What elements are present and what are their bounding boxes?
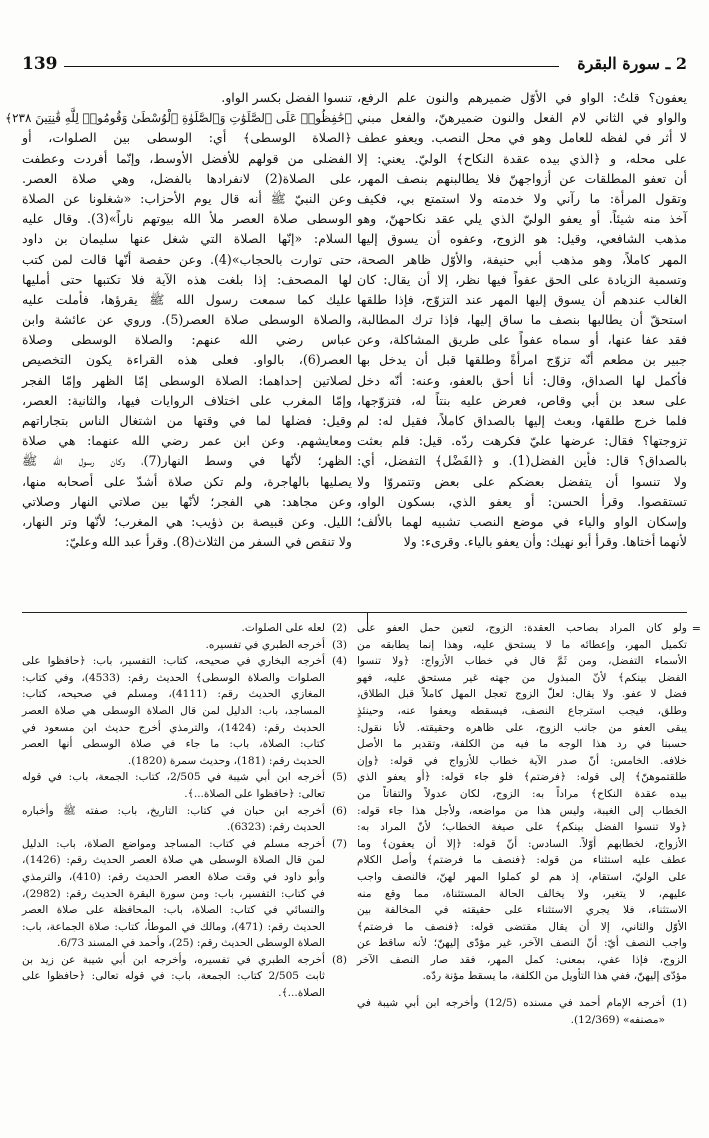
footnote-line: الزوج، فإذا عفي، بمعنى: كمل المهر، فقد صار النصف الآخر <box>357 953 687 966</box>
text-line: الوسطى صلاة العصر ملأ الله بيوتهم ناراً»(3). وقال عليه <box>22 211 353 227</box>
footnote-line: أخرجه مسلم في كتاب: المساجد ومواضع الصلاة، باب: الدليل <box>22 837 325 850</box>
footnote-line: أخرجه البخاري في صحيحه، كتاب: التفسير، باب: ﴿حافظوا على <box>22 655 325 668</box>
footnotes-left-column <box>22 620 347 1002</box>
text-line: فلما خرج طلقها، وبعث إليها بالصداق كاملاً، فقيل له: لم <box>357 413 687 428</box>
text-line: تنسوا الفضل بكسر الواو. <box>221 90 352 105</box>
footnote-line: «مصنفه» (12/369). <box>570 1013 665 1026</box>
footnote-line: وأبو داود في وقت صلاة العصر الحديث رقم: (410)، والترمذي <box>22 870 325 883</box>
footnote-line: الصلوات والصلاة الوسطى﴾ الحديث رقم: (4533)، وفي كتاب: <box>22 671 325 684</box>
text-line: جبير بن مطعم أنّه تزوّج امرأةً وطلقها قبل أن يدخل بها <box>357 352 687 368</box>
footnote-line: حسبنا في رد هذا الوجه ما فيه من الكلفة، وتقدير ما الأصل <box>357 738 687 751</box>
footnote-line: المغازي الحديث رقم: (4111)، ومسلم في صحيحه، كتاب: <box>22 688 325 701</box>
text-line: العصر(6)، بالواو. فعلى هذه القراءة يكون التخصيص <box>22 352 352 368</box>
text-line: والصلاة الوسطى صلاة العصر(5). وروي عن عائشة وابن <box>22 312 353 328</box>
text-line: استحقّ أن يطالبها بنصف ما ساق إليها، فإذا ترك المطالبة، <box>357 312 687 328</box>
text-line: وتقول المرأة: ما رآني ولا خدمته ولا استمتع بي، فكيف <box>357 190 687 206</box>
footnote-line: أخرجه ابن أبي شيبة في 2/505، كتاب: الجمعة، باب: في قوله <box>22 771 325 784</box>
footnote-line: الأزواج، لخطابهم أوّلاً. السادس: أنّ قوله: ﴿إلا أن يعفون﴾ وما <box>357 837 687 850</box>
footnote-line: أخرجه الطبري في تفسيره، وأخرجه ابن أبي شيبة عن زيد بن <box>22 953 325 966</box>
text-line: حتى توارت بالحجاب»(4). وعن حفصة أنّها قالت لمن كتب <box>22 251 352 267</box>
footnote-item <box>22 803 347 836</box>
footnote-line: بيده عقدة النكاح﴾ مراداً به: الزوج، لكان عدولاً والتفاتاً من <box>357 787 687 800</box>
text-line: والواو في الثاني لام الفعل والنون ضميرهنّ، والفعل مبني <box>357 110 687 126</box>
footnote-item <box>22 952 347 1002</box>
text-line: السلام: «إنّها الصلاة التي شغل عنها سليمان بن داود <box>22 231 352 247</box>
main-text-right-column <box>357 88 687 552</box>
text-line: فأكمل لها الصداق، وقال: أنا أحق بالعفو، وعنه: أنّه دخل <box>357 372 687 388</box>
page-header <box>22 54 687 78</box>
text-line: الغالب عندهم أن يسوق إليها المهر عند التزوّج، فإذا طلقها <box>357 291 687 307</box>
footnote-number: (4) <box>331 655 347 668</box>
text-line: بالصداق؟ قال: فأين الفضل(1). و ﴿الفَضْل﴾ التفضل، أي: <box>357 453 687 469</box>
text-line: لأنهما أختاها. وقرأ أبو نهيك: وأن يعفو بالياء. وقرىء: ولا <box>403 534 687 550</box>
footnote-number: (7) <box>331 837 347 850</box>
text-line: آخذ منه شيئاً. أو يعفو الوليّ الذي يلي عقد نكاحهنّ، وهو <box>357 211 687 227</box>
footnote-line: ولو كان المراد بصاحب العقدة: الزوج، لتعين حمل العفو على <box>357 622 687 634</box>
footnote-line: لمن قال الصلاة الوسطى هي صلاة العصر الحديث رقم: (1426)، <box>22 854 325 867</box>
text-line: أن تعفو المطلقات عن أزواجهنّ فلا يطالبنهم بنصف المهر، <box>357 170 687 186</box>
text-line: لا أثر في لفظه للعامل وهو في محل النصب. ويعفو عطف <box>357 130 687 146</box>
footnote-line: على الوليّ، استقام، إذ هم لو كملوا المهر لهنّ، فالنصف واجب <box>357 870 687 883</box>
text-line: على الصلاة(2) لانفرادها بالفضل، وهي صلاة العصر. <box>22 170 353 186</box>
text-line: المهر كاملاً، وهو مذهب أبي حنيفة، والأوّل ظاهر الصحة، <box>357 251 687 267</box>
text-line: وعن مجاهد: هي الفجر؛ لأنّها بين صلاتي النهار وصلاتي <box>22 493 352 509</box>
footnote-line: الاستثناء، فلا يجري الاستثناء على حقيقته في المخالفة بين <box>357 904 687 917</box>
footnote-line: عليهم، لا يتغير، ولا يخالف الحالة المستثناة، مما وقع منه <box>357 887 687 900</box>
text-line: الليل. وعن قبيصة بن ذؤيب: هي المغرب؛ لأنّها وتر النهار، <box>22 513 352 529</box>
footnote-item <box>22 637 347 654</box>
footnote-line: كتاب: الصلاة، باب: ما جاء في صلاة الوسطى أنها العصر <box>22 738 325 751</box>
footnote-item <box>22 769 347 802</box>
footnote-item <box>22 620 347 637</box>
footnote-number: (6) <box>331 804 347 817</box>
footnote-line: عطف عليه استثناء من قوله: ﴿فنصف ما فرضتم﴾ وأصل الكلام <box>357 854 687 867</box>
footnote-line: الأوّل والثاني، إلا أن يقال مقتضى قوله: ﴿فنصف ما فرضتم﴾ <box>357 920 687 933</box>
footnote-line: فضل لا عفو. ولا يقال: لعلّ الزوج تعجل المهل كاملاً قبل الطلاق، <box>357 688 687 701</box>
footnote-line: الحديث رقم: (1424)، والترمذي أخرج حديث ابن مسعود في <box>22 721 326 734</box>
footnote-line: والنسائي في كتاب: الصلاة، باب: المحافظة على صلاة العصر <box>22 904 325 917</box>
text-line: يعفون؟ قلتُ: الواو في الأوّل ضميرهم والنون علم الرفع، <box>357 90 687 105</box>
footnote-line: تكميل المهر، وإعطائه ما لا يستحق عليه، وهذا إنما يطابقه من <box>357 638 687 651</box>
text-line: وإمّا المغرب على اختلاف الروايات فيها، والثانية: العصر، <box>22 392 352 408</box>
footnote-number: (5) <box>331 771 347 784</box>
footnote-item <box>357 995 687 1028</box>
footnote-line: يبقى العفو من جانب الزوج، على ظاهره وحقيقته. لأنا نقول: <box>357 721 687 734</box>
text-line: ولا تنقص في السفر من الثلاث(8). وقرأ عبد الله وعليّ: <box>65 534 352 550</box>
header-rule <box>64 66 559 67</box>
footnote-line: تعالى: ﴿حافظوا على الصلاة...﴾. <box>184 787 325 800</box>
main-text-left-column <box>5 88 353 552</box>
footnotes-right-column <box>357 620 687 1028</box>
footnote-line: خلافه. الخامس: أنّ صدر الآية خطاب للأزواج في قوله: ﴿وإن <box>357 754 687 767</box>
footnote-line: الأسماء التفضل، ومن ثَمَّ قال في خطاب الأزواج: ﴿ولا تنسوا <box>357 655 687 668</box>
footnote-line: أخرجه الطبري في تفسيره. <box>205 638 325 651</box>
text-line: وعن النبيّ ﷺ أنه قال يوم الأحزاب: «شغلونا عن الصلاة <box>22 190 352 206</box>
footnote-line: الفضل بينكم﴾ لأنّ المبذول من جهته غير مستحق عليه، فهو <box>357 671 687 684</box>
footnote-number: (2) <box>331 622 347 634</box>
text-line: تزوجتها؟ فقال: عرضها عليّ فكرهت ردّه. قيل: فلم بعثت <box>357 433 687 449</box>
text-line: وقيل: فضلها لما في وقتها من اشتغال الناس بتجاراتهم <box>22 413 352 428</box>
footnote-number: (8) <box>331 953 347 966</box>
footnote-line: في كتاب: التفسير، باب: ومن سورة البقرة الحديث رقم: (2982)، <box>22 887 325 900</box>
page-number: 139 <box>22 54 58 74</box>
text-line: تستقصوا. وقرأ الحسن: أو يعفو الذي، بسكون الواو، <box>357 493 687 509</box>
text-line: الفضلى من قولهم للأفضل الأوسط، وإنّما أفردت وعطفت <box>22 150 352 166</box>
text-line: فقد عفا عنها، أو سماه عفواً على طريق المشاكلة، وعن <box>357 332 687 348</box>
text-line: مذهب الشافعي، وقيل: هو الزوج، وعفوه أن يسوق إليها <box>357 231 687 247</box>
text-line: يصليها بالهاجرة، ولم تكن صلاة أشدّ على أصحابه منها، <box>22 473 352 489</box>
footnote-item <box>22 836 347 952</box>
text-line: لها المصحف: إذا بلغت هذه الآية فلا تكتبها حتى أمليها <box>22 271 352 287</box>
footnote-item <box>22 653 347 769</box>
text-line: ﴿حَٰفِظُوا۟ عَلَى ٱلصَّلَوَٰتِ وَٱلصَّلَوٰةِ ٱلْوُسْطَىٰ وَقُومُوا۟ لِلَّهِ قَٰنِتِينَ ٢٣٨﴾ <box>5 111 352 126</box>
continuation-mark: = <box>691 622 701 635</box>
text-line: وإسكان الواو والياء في موضع النصب تشبيه لهما بالألف؛ <box>357 513 687 529</box>
text-line: ومعايشهم. وعن ابن عمر رضي الله عنهما: هي صلاة <box>22 433 352 449</box>
footnote-line: الحديث رقم: (6323). <box>226 821 325 834</box>
text-line: ﴿الصلاة الوسطى﴾ أي: الوسطى بين الصلوات، أو <box>22 130 352 146</box>
footnote-line: واجب النصف أيّ: أنّ النصف الآخر، غير مؤدّى إليهنّ؛ لأنه ساقط عن <box>357 937 687 950</box>
footnote-line: أخرجه الإمام أحمد في مسنده (12/5) وأخرجه ابن أبي شيبة في <box>357 997 665 1010</box>
footnote-line: الحديث رقم: (181)، وحديث سمرة (1820). <box>127 754 325 767</box>
text-line: وتسمية الزيادة على الحق عفواً فيها نظر، إلا أن يقال: كان <box>357 271 687 287</box>
footnote-line: لعله على الصلوات. <box>241 622 325 634</box>
footnote-line: المساجد، باب: الدليل لمن قال الصلاة الوسطى هي صلاة العصر <box>22 704 325 717</box>
text-line: على محله، و ﴿الذي بيده عقدة النكاح﴾ الوليّ. يعني: إلا <box>357 150 687 166</box>
footnote-line: أخرجه ابن حبان في كتاب: التاريخ، باب: صفته ﷺ وأخباره <box>22 804 325 817</box>
sura-title: 2 ـ سورة البقرة <box>577 54 687 73</box>
text-line: عليك كما سمعت رسول الله ﷺ يقرؤها، فأملت عليه <box>22 291 352 307</box>
text-line: الظهر؛ لأنّها في وسط النهار(7)، وكان رسول الله ﷺ <box>22 453 352 469</box>
text-line: لصلاتين إحداهما: الصلاة الوسطى إمّا الظهر وإمّا الفجر <box>22 372 352 388</box>
footnote-line: طلقتموهنّ﴾ إلى قوله: ﴿فرضتم﴾ فلو جاء قوله: ﴿أو يعفو الذي <box>357 771 687 784</box>
text-line: عباس رضي الله عنهم: والصلاة الوسطى وصلاة <box>22 332 352 348</box>
footnote-line: ثابت 2/505 كتاب: الجمعة، باب: في قوله تعالى: ﴿حافظوا على <box>22 970 325 983</box>
text-line: ولا تنسوا أن يتفضل بعضكم على بعض وتتمروّا ولا <box>357 473 687 489</box>
footnote-line: الصلاة...﴾. <box>278 987 325 1000</box>
footnote-line: مؤدّى إليهنّ، ففي هذا التأويل من الكلفة، ما يسقط مؤنة ردّه. <box>422 970 687 983</box>
footnote-line: الخطاب إلى الغيبة، وليس هذا من مواضعه، ولأجل هذا جاء قوله: <box>357 804 687 817</box>
footnote-line: ﴿ولا تنسوا الفضل بينكم﴾ على صيغة الخطاب؛ لأنّ المراد به: <box>357 821 687 834</box>
footnote-line: الصلاة الوسطى الحديث رقم: (25)، وأحمد في المسند 6/73. <box>57 937 325 950</box>
footnote-line: وطلق، فيجب استرجاع النصف، فيسقطه ويعفوا عنه، وحينئذٍ <box>357 704 687 717</box>
footnote-divider <box>22 612 687 613</box>
text-line: على سعد بن أبي وقاص، فعرض عليه بنتاً له، فتزوّجها، <box>357 392 687 408</box>
footnote-line: الحديث رقم: (471)، ومالك في الموطأ، كتاب: صلاة الجماعة، باب: <box>22 920 325 933</box>
footnote-number: (1) <box>671 997 687 1010</box>
footnote-number: (3) <box>331 638 347 651</box>
